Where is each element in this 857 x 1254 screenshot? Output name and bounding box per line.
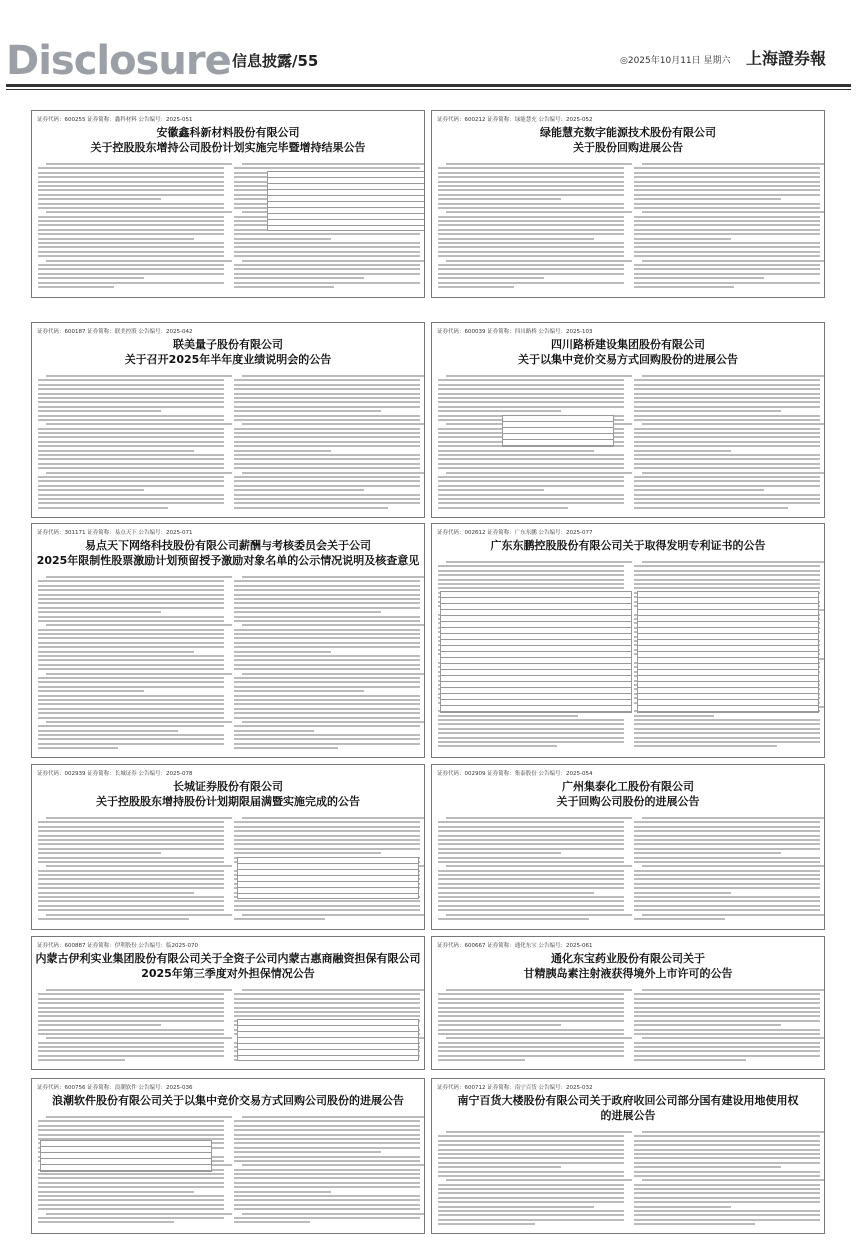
notice-text-column [38,817,224,923]
notice-text-column [634,375,820,511]
notice-body [438,163,818,291]
notice-code: 证券代码：600756 证券简称：浪潮软件 公告编号：2025-036 [37,1085,193,1091]
notice-text-column [234,576,420,751]
notice-title-line: 关于以集中竞价交易方式回购股份的进展公告 [518,353,738,366]
notice-title-line: 南宁百货大楼股份有限公司关于政府收回公司部分国有建设用地使用权 [457,1094,799,1107]
notice-code: 证券代码：301171 证券简称：易点天下 公告编号：2025-071 [37,530,193,536]
notice-text-column [634,163,820,291]
masthead [0,0,857,100]
notice-title-line: 关于控股股东增持公司股份计划实施完毕暨增持结果公告 [90,141,366,154]
notice-title-line: 2025年第三季度对外担保情况公告 [141,967,315,980]
notice-title-line: 甘精胰岛素注射液获得境外上市许可的公告 [523,967,733,980]
notice-title-line: 广州集泰化工股份有限公司 [562,780,694,793]
notice-title-line: 2025年限制性股票激励计划预留授予激励对象名单的公示情况说明及核查意见 [36,554,420,567]
notice-4 [431,322,825,518]
notice-title-line: 的进展公告 [600,1109,656,1122]
notice-code: 证券代码：002612 证券简称：广东东鹏 公告编号：2025-077 [437,530,593,536]
notice-table [40,1140,212,1172]
notice-code: 证券代码：600667 证券简称：通化东宝 公告编号：2025-061 [437,943,593,949]
notice-table [237,857,419,899]
notice-table [267,171,425,231]
issue-date: ◎2025年10月11日 星期六 [620,56,731,66]
notice-3 [31,322,425,518]
notice-text-column [634,817,820,923]
notice-text-column [234,375,420,511]
notice-table [502,415,614,447]
notice-text-column [38,989,224,1063]
notice-title-line: 关于股份回购进展公告 [573,141,683,154]
notice-9 [31,936,425,1070]
notice-table [237,1019,419,1061]
notice-title-line: 易点天下网络科技股份有限公司薪酬与考核委员会关于公司 [85,539,371,552]
notice-12 [431,1078,825,1234]
notice-8 [431,764,825,930]
notice-code: 证券代码：002939 证券简称：长城证券 公告编号：2025-078 [37,771,193,777]
notice-7 [31,764,425,930]
notice-body [438,375,818,511]
notice-title-line: 浪潮软件股份有限公司关于以集中竞价交易方式回购公司股份的进展公告 [52,1094,404,1107]
notice-table [440,591,632,713]
notice-title-line: 通化东宝药业股份有限公司关于 [551,952,705,965]
notice-title-line: 联美量子股份有限公司 [173,338,283,351]
notice-title-line: 关于召开2025年半年度业绩说明会的公告 [124,353,332,366]
notice-text-column [634,989,820,1063]
notice-11 [31,1078,425,1234]
masthead-rule [6,84,851,87]
notice-text-column [38,576,224,751]
page-section-title: 信息披露/55 [232,52,319,70]
notice-text-column [438,1131,624,1227]
notice-code: 证券代码：600039 证券简称：四川路桥 公告编号：2025-103 [437,329,593,335]
notice-text-column [438,817,624,923]
notice-body [38,375,418,511]
notice-title-line: 关于回购公司股份的进展公告 [556,795,700,808]
notice-body [438,989,818,1063]
notice-code: 证券代码：600212 证券简称：绿能慧充 公告编号：2025-052 [437,117,593,123]
notice-text-column [234,1116,420,1227]
notice-10 [431,936,825,1070]
notice-title-line: 长城证券股份有限公司 [173,780,283,793]
notice-text-column [438,989,624,1063]
notice-2 [431,110,825,298]
masthead-rule-thin [6,89,851,90]
notice-code: 证券代码：600187 证券简称：联美控股 公告编号：2025-042 [37,329,193,335]
notice-title-line: 内蒙古伊利实业集团股份有限公司关于全资子公司内蒙古惠商融资担保有限公司 [35,952,421,965]
notice-code: 证券代码：600712 证券简称：南宁百货 公告编号：2025-032 [437,1085,593,1091]
notice-title-line: 安徽鑫科新材料股份有限公司 [156,126,300,139]
notice-title-line: 四川路桥建设集团股份有限公司 [551,338,705,351]
notice-title-line: 广东东鹏控股股份有限公司关于取得发明专利证书的公告 [490,539,766,552]
notice-text-column [38,375,224,511]
notice-code: 证券代码：600887 证券简称：伊利股份 公告编号：临2025-070 [37,943,198,949]
notice-table [637,591,819,713]
notice-5 [31,523,425,758]
notice-code: 证券代码：002909 证券简称：集泰股份 公告编号：2025-054 [437,771,593,777]
notice-text-column [634,1131,820,1227]
notice-code: 证券代码：600255 证券简称：鑫科材料 公告编号：2025-051 [37,117,193,123]
notice-6 [431,523,825,758]
notice-title-line: 绿能慧充数字能源技术股份有限公司 [540,126,716,139]
notice-body [38,576,418,751]
notice-title-line: 关于控股股东增持股份计划期限届满暨实施完成的公告 [96,795,360,808]
notice-text-column [38,163,224,291]
newspaper-name: 上海證券報 [746,49,827,68]
brand-logo: Disclosure [6,38,231,84]
notice-1 [31,110,425,298]
notice-text-column [438,163,624,291]
notice-body [438,1131,818,1227]
notice-body [438,817,818,923]
